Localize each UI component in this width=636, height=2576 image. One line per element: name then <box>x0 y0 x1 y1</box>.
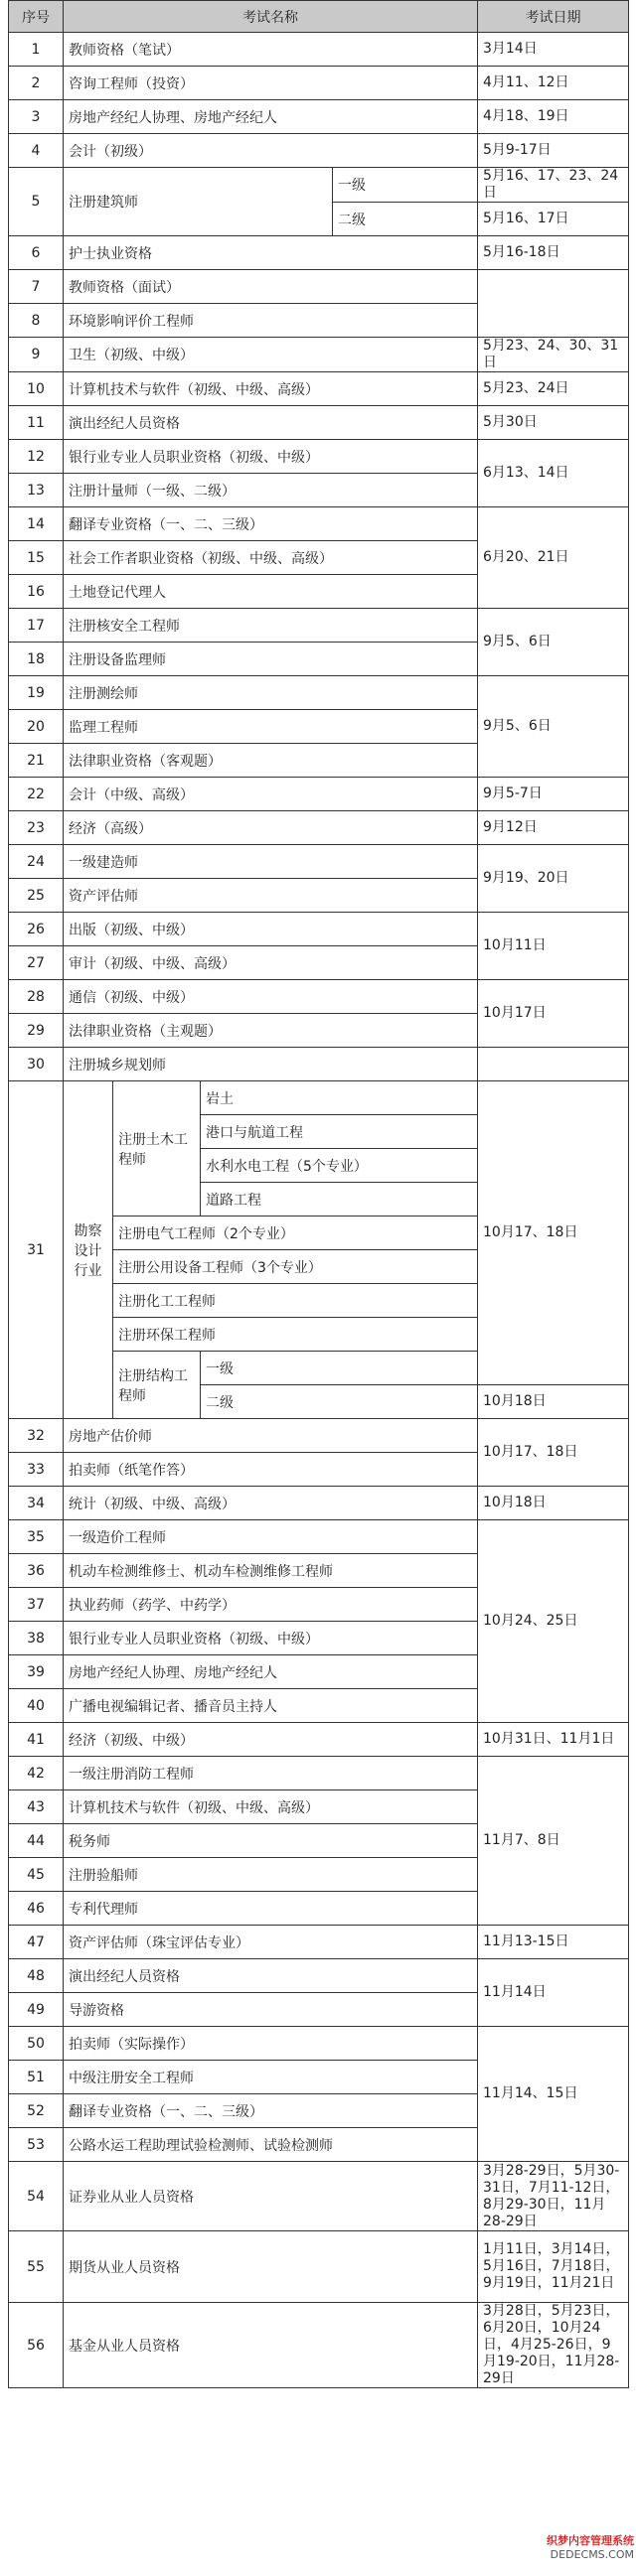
exam-date <box>478 1048 629 1081</box>
table-row <box>9 778 629 811</box>
exam-name: 社会工作者职业资格（初级、中级、高级） <box>64 541 478 575</box>
row-number: 29 <box>9 1014 64 1048</box>
exam-specialty: 道路工程 <box>201 1183 478 1216</box>
exam-name: 注册公用设备工程师（3个专业） <box>113 1250 478 1284</box>
row-number: 45 <box>9 1858 64 1892</box>
exam-date: 10月18日 <box>478 1385 629 1419</box>
industry-group: 勘察设计行业 <box>64 1081 113 1419</box>
exam-name: 注册环保工程师 <box>113 1318 478 1352</box>
exam-name: 注册结构工程师 <box>113 1352 201 1419</box>
exam-date: 10月24、25日 <box>478 1520 629 1723</box>
row-number: 28 <box>9 980 64 1014</box>
table-row <box>9 2162 629 2231</box>
header-no: 序号 <box>9 1 64 33</box>
exam-date: 10月17日 <box>478 980 629 1048</box>
exam-name: 注册建筑师 <box>64 168 333 236</box>
exam-date: 3月28-29日，5月30-31日，7月11-12日，8月29-30日，11月28-29日 <box>478 2162 629 2231</box>
row-number: 30 <box>9 1048 64 1081</box>
row-number: 22 <box>9 778 64 811</box>
row-number: 51 <box>9 2061 64 2094</box>
exam-name: 审计（初级、中级、高级） <box>64 946 478 980</box>
table-row <box>9 609 629 643</box>
table-row <box>9 236 629 270</box>
table-row <box>9 338 629 372</box>
exam-name: 资产评估师 <box>64 879 478 913</box>
table-row <box>9 270 629 304</box>
row-number: 15 <box>9 541 64 575</box>
exam-date: 9月19、20日 <box>478 845 629 913</box>
exam-name: 监理工程师 <box>64 710 478 744</box>
exam-date: 9月5、6日 <box>478 609 629 676</box>
row-number: 26 <box>9 913 64 946</box>
exam-name: 经济（高级） <box>64 811 478 845</box>
exam-name: 专利代理师 <box>64 1892 478 1926</box>
row-number: 36 <box>9 1554 64 1588</box>
row-number: 7 <box>9 270 64 304</box>
exam-name: 一级建造师 <box>64 845 478 879</box>
exam-name: 机动车检测维修士、机动车检测维修工程师 <box>64 1554 478 1588</box>
exam-date: 11月14日 <box>478 1959 629 2027</box>
exam-date: 11月13-15日 <box>478 1926 629 1959</box>
exam-name: 一级注册消防工程师 <box>64 1757 478 1790</box>
table-row <box>9 811 629 845</box>
table-row <box>9 440 629 474</box>
table-row <box>9 1419 629 1453</box>
table-row <box>9 2303 629 2388</box>
row-number: 14 <box>9 507 64 541</box>
exam-name: 房地产估价师 <box>64 1419 478 1453</box>
exam-date: 11月14、15日 <box>478 2027 629 2162</box>
exam-name: 会计（初级） <box>64 134 478 168</box>
row-number: 16 <box>9 575 64 609</box>
exam-name: 土地登记代理人 <box>64 575 478 609</box>
exam-date: 5月23、24日 <box>478 372 629 406</box>
exam-name: 广播电视编辑记者、播音员主持人 <box>64 1689 478 1723</box>
row-number: 53 <box>9 2128 64 2162</box>
exam-name: 一级造价工程师 <box>64 1520 478 1554</box>
row-number: 4 <box>9 134 64 168</box>
row-number: 41 <box>9 1723 64 1757</box>
exam-name: 期货从业人员资格 <box>64 2231 478 2303</box>
exam-specialty: 港口与航道工程 <box>201 1115 478 1149</box>
exam-name: 拍卖师（实际操作） <box>64 2027 478 2061</box>
exam-name: 银行业专业人员职业资格（初级、中级） <box>64 1622 478 1655</box>
row-number: 56 <box>9 2303 64 2388</box>
exam-date: 5月16-18日 <box>478 236 629 270</box>
row-number: 10 <box>9 372 64 406</box>
exam-date: 6月20、21日 <box>478 507 629 609</box>
row-number: 19 <box>9 676 64 710</box>
row-number: 38 <box>9 1622 64 1655</box>
table-row <box>9 1723 629 1757</box>
table-row <box>9 980 629 1014</box>
exam-name: 翻译专业资格（一、二、三级） <box>64 507 478 541</box>
exam-name: 注册设备监理师 <box>64 643 478 676</box>
exam-date: 4月11、12日 <box>478 67 629 100</box>
exam-date: 3月28日，5月23日，6月20日，10月24日，4月25-26日，9月19-20日，11月28-29日 <box>478 2303 629 2388</box>
exam-name: 注册测绘师 <box>64 676 478 710</box>
exam-date: 10月31日、11月1日 <box>478 1723 629 1757</box>
row-number: 6 <box>9 236 64 270</box>
exam-date: 9月5、6日 <box>478 676 629 778</box>
exam-date: 5月30日 <box>478 406 629 440</box>
row-number: 34 <box>9 1487 64 1520</box>
exam-date: 5月16、17日 <box>478 203 629 236</box>
row-number: 9 <box>9 338 64 372</box>
exam-name: 注册验船师 <box>64 1858 478 1892</box>
exam-date: 10月18日 <box>478 1487 629 1520</box>
exam-specialty: 岩土 <box>201 1081 478 1115</box>
table-row <box>9 33 629 67</box>
exam-name: 拍卖师（纸笔作答） <box>64 1453 478 1487</box>
exam-name: 环境影响评价工程师 <box>64 304 478 338</box>
exam-name: 法律职业资格（客观题） <box>64 744 478 778</box>
table-row <box>9 67 629 100</box>
exam-name: 教师资格（笔试） <box>64 33 478 67</box>
row-number: 37 <box>9 1588 64 1622</box>
exam-date: 10月17、18日 <box>478 1419 629 1487</box>
row-number: 40 <box>9 1689 64 1723</box>
exam-name: 通信（初级、中级） <box>64 980 478 1014</box>
header-name: 考试名称 <box>64 1 478 33</box>
table-row <box>9 2231 629 2303</box>
exam-name: 会计（中级、高级） <box>64 778 478 811</box>
table-row <box>9 845 629 879</box>
exam-name: 证券业从业人员资格 <box>64 2162 478 2231</box>
exam-name: 法律职业资格（主观题） <box>64 1014 478 1048</box>
row-number: 23 <box>9 811 64 845</box>
exam-name: 卫生（初级、中级） <box>64 338 478 372</box>
row-number: 1 <box>9 33 64 67</box>
exam-name: 计算机技术与软件（初级、中级、高级） <box>64 1790 478 1824</box>
row-number: 33 <box>9 1453 64 1487</box>
exam-name: 房地产经纪人协理、房地产经纪人 <box>64 100 478 134</box>
exam-date: 5月9-17日 <box>478 134 629 168</box>
row-number: 42 <box>9 1757 64 1790</box>
exam-name: 翻译专业资格（一、二、三级） <box>64 2094 478 2128</box>
exam-date: 5月16、17、23、24日 <box>478 168 629 203</box>
header-row <box>9 1 629 33</box>
row-number: 48 <box>9 1959 64 1993</box>
exam-date: 3月14日 <box>478 33 629 67</box>
row-number: 47 <box>9 1926 64 1959</box>
exam-name: 注册电气工程师（2个专业） <box>113 1216 478 1250</box>
exam-date: 10月11日 <box>478 913 629 980</box>
exam-name: 计算机技术与软件（初级、中级、高级） <box>64 372 478 406</box>
row-number: 24 <box>9 845 64 879</box>
header-date: 考试日期 <box>478 1 629 33</box>
table-row <box>9 406 629 440</box>
table-row <box>9 1959 629 1993</box>
exam-name: 基金从业人员资格 <box>64 2303 478 2388</box>
exam-name: 执业药师（药学、中药学） <box>64 1588 478 1622</box>
exam-name: 注册化工工程师 <box>113 1284 478 1318</box>
exam-name: 经济（初级、中级） <box>64 1723 478 1757</box>
exam-date: 4月18、19日 <box>478 100 629 134</box>
row-number: 17 <box>9 609 64 643</box>
table-row <box>9 1487 629 1520</box>
row-number: 39 <box>9 1655 64 1689</box>
row-number: 20 <box>9 710 64 744</box>
table-row <box>9 100 629 134</box>
table-row <box>9 507 629 541</box>
row-number: 12 <box>9 440 64 474</box>
table-row <box>9 168 629 203</box>
exam-date: 9月12日 <box>478 811 629 845</box>
exam-date: 9月5-7日 <box>478 778 629 811</box>
watermark-logo: 织梦内容管理系统 DEDECMS.COM <box>547 2534 634 2561</box>
exam-name: 注册核安全工程师 <box>64 609 478 643</box>
table-row <box>9 134 629 168</box>
exam-name: 咨询工程师（投资） <box>64 67 478 100</box>
exam-name: 演出经纪人员资格 <box>64 1959 478 1993</box>
exam-name: 注册土木工程师 <box>113 1081 201 1216</box>
exam-name: 税务师 <box>64 1824 478 1858</box>
exam-level: 一级 <box>201 1352 478 1385</box>
exam-specialty: 水利水电工程（5个专业） <box>201 1149 478 1183</box>
table-row <box>9 1081 629 1115</box>
exam-date: 6月13、14日 <box>478 440 629 507</box>
row-number: 46 <box>9 1892 64 1926</box>
exam-name: 教师资格（面试） <box>64 270 478 304</box>
table-row <box>9 2027 629 2061</box>
table-row <box>9 1520 629 1554</box>
table-row <box>9 913 629 946</box>
row-number: 31 <box>9 1081 64 1419</box>
row-number: 32 <box>9 1419 64 1453</box>
exam-name: 出版（初级、中级） <box>64 913 478 946</box>
exam-date: 1月11日，3月14日，5月16日，7月18日，9月19日，11月21日 <box>478 2231 629 2303</box>
exam-name: 护士执业资格 <box>64 236 478 270</box>
exam-schedule-table <box>8 0 629 2388</box>
exam-date <box>478 270 629 338</box>
exam-level: 一级 <box>333 168 478 203</box>
exam-name: 注册城乡规划师 <box>64 1048 478 1081</box>
exam-name: 银行业专业人员职业资格（初级、中级） <box>64 440 478 474</box>
table-row <box>9 1757 629 1790</box>
table-row <box>9 1926 629 1959</box>
exam-name: 公路水运工程助理试验检测师、试验检测师 <box>64 2128 478 2162</box>
row-number: 8 <box>9 304 64 338</box>
row-number: 21 <box>9 744 64 778</box>
exam-level: 二级 <box>201 1385 478 1419</box>
row-number: 27 <box>9 946 64 980</box>
exam-date: 5月23、24、30、31日 <box>478 338 629 372</box>
row-number: 35 <box>9 1520 64 1554</box>
exam-date: 10月17、18日 <box>478 1081 629 1385</box>
exam-name: 导游资格 <box>64 1993 478 2027</box>
row-number: 13 <box>9 474 64 507</box>
row-number: 25 <box>9 879 64 913</box>
table-row <box>9 1048 629 1081</box>
exam-level: 二级 <box>333 203 478 236</box>
row-number: 11 <box>9 406 64 440</box>
table-row <box>9 676 629 710</box>
row-number: 54 <box>9 2162 64 2231</box>
row-number: 44 <box>9 1824 64 1858</box>
row-number: 2 <box>9 67 64 100</box>
exam-date: 11月7、8日 <box>478 1757 629 1926</box>
exam-name: 统计（初级、中级、高级） <box>64 1487 478 1520</box>
exam-name: 中级注册安全工程师 <box>64 2061 478 2094</box>
row-number: 50 <box>9 2027 64 2061</box>
row-number: 3 <box>9 100 64 134</box>
exam-name: 资产评估师（珠宝评估专业） <box>64 1926 478 1959</box>
exam-name: 注册计量师（一级、二级） <box>64 474 478 507</box>
row-number: 52 <box>9 2094 64 2128</box>
exam-name: 演出经纪人员资格 <box>64 406 478 440</box>
row-number: 55 <box>9 2231 64 2303</box>
exam-name: 房地产经纪人协理、房地产经纪人 <box>64 1655 478 1689</box>
row-number: 5 <box>9 168 64 236</box>
table-row <box>9 372 629 406</box>
row-number: 43 <box>9 1790 64 1824</box>
row-number: 18 <box>9 643 64 676</box>
row-number: 49 <box>9 1993 64 2027</box>
